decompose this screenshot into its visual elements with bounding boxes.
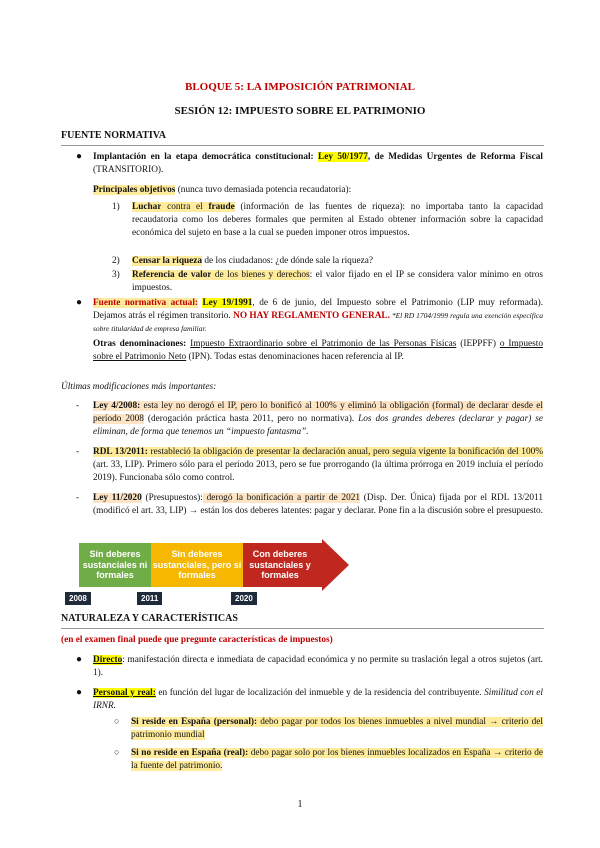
- caracteristica-directo: [93, 654, 543, 680]
- paragraph-objetivos: [93, 184, 543, 197]
- m1-highlight: esta ley no derogó el IP, pero lo bonificó al 100% y eliminó la obligación (formal) de declarar desde el período 2008: [93, 401, 543, 424]
- timeline-segment-solo-formales: Sin deberes sustanciales, pero sí formales: [151, 543, 243, 587]
- session-title: SESIÓN 12: IMPUESTO SOBRE EL PATRIMONIO: [174, 105, 426, 117]
- law-19-1991: Ley 19/1991: [202, 298, 253, 308]
- law-50-1977-title: , de Medidas Urgentes de Reforma Fiscal: [367, 152, 543, 162]
- residente-key: Si reside en España (personal):: [131, 717, 258, 727]
- m3-tail: (Disp. Der. Única) fijada por el RDL 13/2011 (modificó el art. 33, LIP) → están los dos deberes latentes: pagar y declarar. Pone fin a la discusión sobre el presupuesto.: [93, 493, 544, 516]
- implantacion-lead: Implantación en la etapa democrática constitucional:: [93, 152, 314, 162]
- numeral-1: 1): [112, 202, 120, 212]
- year-2020: 2020: [231, 592, 257, 605]
- fuente-actual-text: , de 6 de junio, del Impuesto sobre el Patrimonio (LIP muy reformada). Dejamos atrás el régimen transitorio.: [93, 298, 544, 321]
- objetivos-tail: (nunca tuvo demasiada potencia recaudatoria):: [175, 185, 352, 195]
- bullet-icon: ●: [76, 687, 83, 698]
- otras-name-2: o Impuesto sobre el Patrimonio Neto: [93, 339, 543, 362]
- dash-marker: -: [76, 493, 80, 503]
- objetivos-lead: Principales objetivos: [93, 185, 176, 195]
- personal-real-key: Personal y real:: [93, 688, 156, 698]
- year-2008: 2008: [65, 592, 91, 605]
- residente-text: debo pagar por todos los bienes inmuebles a nivel mundial → criterio del patrimonio mundial: [131, 717, 543, 740]
- objetivo-1-key2: fraude: [208, 202, 235, 212]
- personal-real-italic: Similitud con el IRNR.: [93, 688, 543, 711]
- timeline-diagram: [69, 543, 349, 605]
- no-residente-text: debo pagar solo por los bienes inmuebles localizados en España → criterio de la fuente del patrimonio.: [131, 748, 543, 771]
- bullet-icon: ●: [76, 297, 83, 308]
- year-2011: 2011: [137, 592, 162, 605]
- modificacion-ley-11-2020: [93, 492, 543, 518]
- fuente-actual-lead: Fuente normativa actual:: [93, 298, 198, 308]
- page-number: 1: [297, 799, 303, 810]
- objetivo-2-key: Censar la riqueza: [132, 256, 203, 266]
- timeline-segment-con-deberes: Con deberes sustanciales y formales: [243, 543, 323, 587]
- m3-highlight: derogó la bonificación a partir de 2021: [202, 493, 361, 503]
- rd-1704-note: *El RD 1704/1999 regula una exención específica sobre titularidad de empresa familiar.: [93, 310, 544, 333]
- no-residente-key: Si no reside en España (real):: [131, 748, 249, 758]
- paragraph-fuente-actual: [93, 297, 543, 335]
- block-title: BLOQUE 5: LA IMPOSICIÓN PATRIMONIAL: [184, 81, 415, 93]
- no-residente-espana: [131, 747, 543, 773]
- paragraph-otras-denominaciones: [93, 338, 543, 364]
- implantacion-tail: (TRANSITORIO).: [93, 164, 164, 175]
- modificacion-ley-4-2008: [93, 400, 543, 438]
- ultimas-modificaciones-heading: Últimas modificaciones más importantes:: [61, 382, 217, 392]
- timeline-segment-sin-deberes: Sin deberes sustanciales ni formales: [79, 543, 151, 587]
- timeline-arrow-head: [322, 539, 350, 591]
- law-4-2008: Ley 4/2008:: [93, 401, 141, 411]
- m1-text: (derogación práctica hasta 2011, pero no normativa).: [143, 413, 355, 424]
- bullet-icon: ●: [76, 654, 83, 665]
- objetivo-3: [132, 269, 543, 295]
- numeral-3: 3): [112, 270, 120, 280]
- dash-marker: -: [76, 447, 80, 457]
- caracteristica-personal-real: [93, 687, 543, 713]
- objetivo-1-mid: contra el: [161, 202, 209, 212]
- objetivo-2-text: de los ciudadanos: ¿de dónde sale la riqueza?: [202, 256, 373, 266]
- circle-bullet-icon: ○: [114, 716, 120, 726]
- objetivo-2: [132, 255, 543, 268]
- otras-lead: Otras denominaciones:: [93, 339, 187, 349]
- modificacion-rdl-13-2011: [93, 446, 543, 484]
- objetivo-3-text: : el valor fijado en el IP se considera valor mínimo en otros impuestos.: [132, 270, 544, 293]
- paragraph-implantacion: [93, 151, 543, 177]
- objetivo-3-key: Referencia de valor: [132, 270, 212, 280]
- otras-tail: (IPN). Todas estas denominaciones hacen referencia al IP.: [186, 351, 404, 362]
- section-heading-naturaleza: NATURALEZA Y CARACTERÍSTICAS: [61, 612, 544, 629]
- section-heading-fuente: FUENTE NORMATIVA: [61, 129, 544, 146]
- personal-real-text: en función del lugar de localización del inmueble y de la residencia del contribuyente.: [155, 688, 482, 698]
- directo-text: : manifestación directa e inmediata de capacidad económica y no permite su traslación legal a otros sujetos (art. 1).: [93, 655, 543, 678]
- rdl-13-2011: RDL 13/2011:: [93, 447, 148, 457]
- objetivo-1-key: Luchar: [132, 202, 162, 212]
- circle-bullet-icon: ○: [114, 747, 120, 757]
- law-50-1977: Ley 50/1977: [318, 152, 368, 162]
- objetivo-1: [132, 201, 543, 239]
- dash-marker: -: [76, 401, 80, 411]
- m2-highlight: restableció la obligación de presentar la declaración anual, pero seguía vigente la bonificación del 100%: [147, 447, 543, 457]
- m3-text: (Presupuestos):: [141, 493, 203, 503]
- numeral-2: 2): [112, 256, 120, 266]
- otras-name-1: Impuesto Extraordinario sobre el Patrimonio de las Personas Físicas: [190, 339, 457, 349]
- otras-mid: (IEPPFF): [456, 339, 500, 349]
- directo-key: Directo: [93, 655, 123, 665]
- no-reglamento-note: NO HAY REGLAMENTO GENERAL.: [233, 310, 390, 321]
- exam-note: (en el examen final puede que pregunte características de impuestos): [61, 635, 333, 645]
- objetivo-3-mid: de los bienes y derechos: [211, 270, 310, 280]
- residente-espana: [131, 716, 543, 742]
- m1-italic: Los dos grandes deberes (declarar y pagar) se eliminan, de forma que tenemos un “impuesto fantasma”.: [93, 413, 543, 437]
- law-11-2020: Ley 11/2020: [93, 493, 142, 503]
- bullet-icon: ●: [76, 151, 83, 162]
- objetivo-1-text: (información de las fuentes de riqueza): no importaba tanto la capacidad recaudatoria como los deberes formales que permiten al Estado obtener información sobre la capacidad económica del sujeto en base a la cual se pueden imponer otros impuestos.: [132, 202, 543, 238]
- m2-text: (art. 33, LIP). Primero sólo para el período 2013, pero se fue prorrogando (la última prórroga en 2019 incluía el período 2019). Funcionaba sólo como control.: [93, 459, 543, 483]
